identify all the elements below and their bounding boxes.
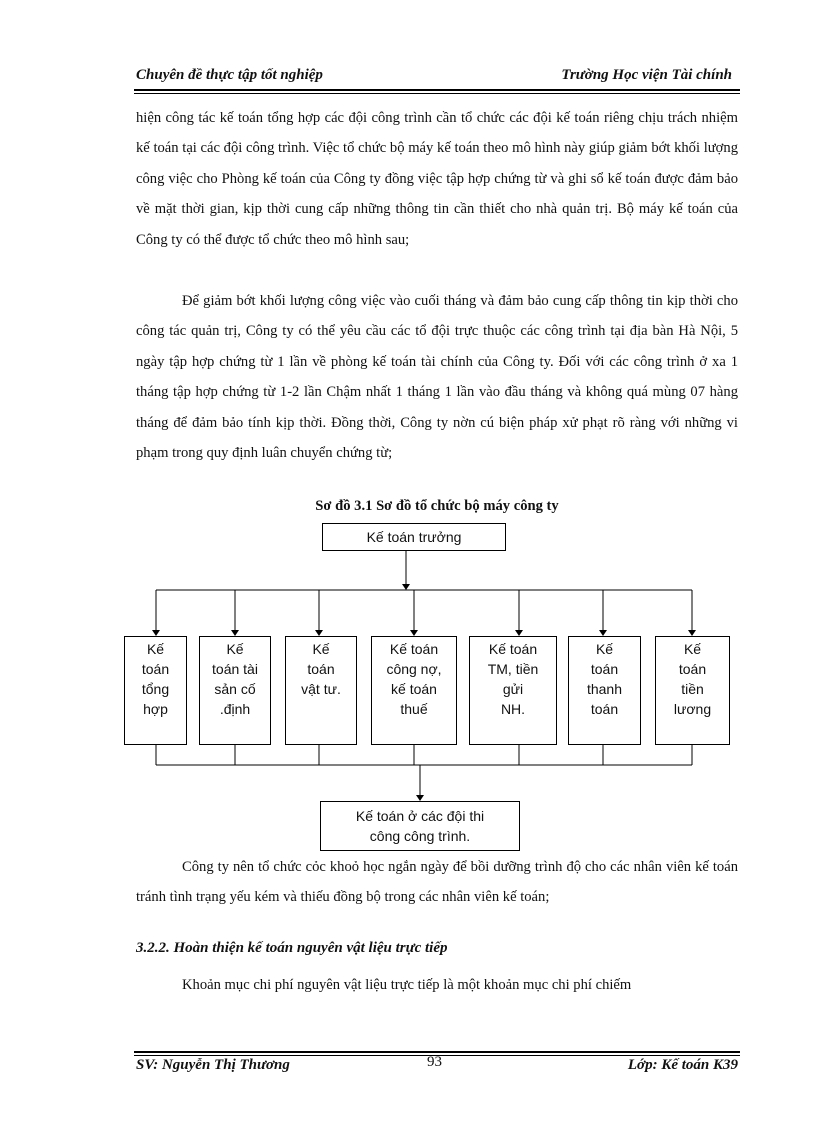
paragraph-4: Khoản mục chi phí nguyên vật liệu trực tiếp là một khoản mục chi phí chiếm [182, 977, 632, 993]
section-heading: 3.2.2. Hoàn thiện kế toán nguyên vật liệu trực tiếp [136, 940, 448, 956]
payroll-accounting-box: Kế toán tiền lương [655, 636, 730, 745]
fixed-assets-accounting-box: Kế toán tài sản cố .định [199, 636, 271, 745]
debt-tax-accounting-box: Kế toán công nợ, kế toán thuế [371, 636, 457, 745]
materials-accounting-box: Kế toán vật tư. [285, 636, 357, 745]
page-number: 93 [427, 1054, 442, 1070]
paragraph-2: Để giảm bớt khối lượng công việc vào cuối tháng và đảm bảo cung cấp thông tin kịp thời cho công tác quản trị, Công ty có thể yêu cầu các tổ đội trực thuộc các công trình tại địa bàn Hà Nội, 5 ngày tập hợp chứng từ 1 lần về phòng kế toán tài chính của Công ty. Đối với các công trình ở xa 1 tháng tập hợp chứng từ 1-2 lần Chậm nhất 1 tháng 1 lần vào đầu tháng và không quá mùng 07 hàng tháng để đảm bảo tính kịp thời. Đồng thời, Công ty nờn cú biện pháp xử phạt rõ ràng với những vi phạm trong quy định luân chuyển chứng từ; [136, 293, 738, 462]
general-accounting-box: Kế toán tổng hợp [124, 636, 187, 745]
footer-student: SV: Nguyễn Thị Thương [136, 1057, 290, 1073]
footer-rule-thick [134, 1051, 740, 1053]
header-right: Trường Học viện Tài chính [561, 67, 732, 83]
paragraph-1: hiện công tác kế toán tổng hợp các đội công trình cần tổ chức các đội kế toán riêng chịu trách nhiệm kế toán tại các đội công trình. Việc tổ chức bộ máy kế toán theo mô hình này giúp giảm bớt khối lượng công việc cho Phòng kế toán của Công ty đồng việc tập hợp chứng từ và ghi sổ kế toán được đảm bảo về mặt thời gian, kịp thời cung cấp những thông tin cần thiết cho nhà quản trị. Bộ máy kế toán của Công ty có thể được tổ chức theo mô hình sau; [136, 110, 738, 248]
cash-bank-accounting-box: Kế toán TM, tiền gửi NH. [469, 636, 557, 745]
paragraph-3: Công ty nên tổ chức cỏc khoỏ học ngắn ngày để bồi dưỡng trình độ cho các nhân viên kế toán tránh tình trạng yếu kém và thiếu đồng bộ trong các nhân viên kế toán; [136, 859, 738, 906]
chief-accountant-box: Kế toán trưởng [322, 523, 506, 551]
footer-class: Lớp: Kế toán K39 [627, 1057, 738, 1073]
payment-accounting-box: Kế toán thanh toán [568, 636, 641, 745]
diagram-title: Sơ đồ 3.1 Sơ đồ tổ chức bộ máy công ty [315, 498, 559, 514]
site-team-accounting-box: Kế toán ở các đội thi công công trình. [320, 801, 520, 851]
header-left: Chuyên đề thực tập tốt nghiệp [136, 67, 323, 83]
